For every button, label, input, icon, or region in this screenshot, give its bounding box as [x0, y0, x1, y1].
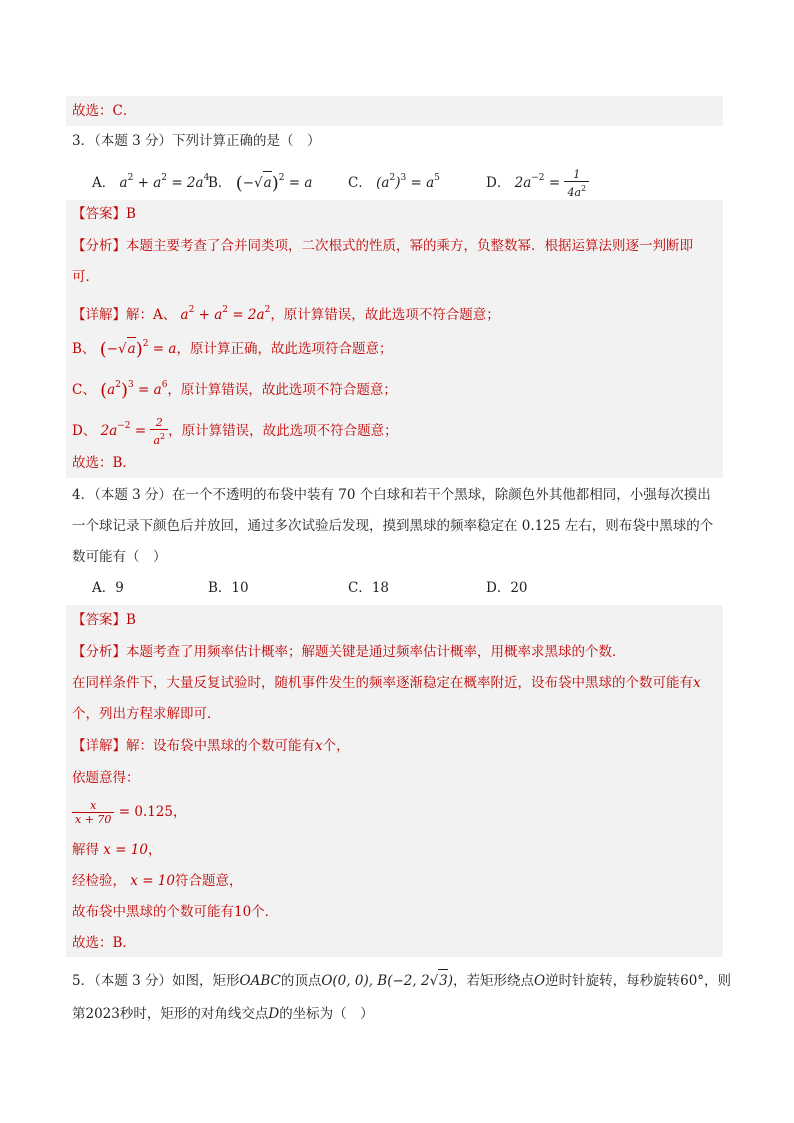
q3-detail-d [72, 415, 398, 447]
q4-check [72, 870, 242, 892]
detail-1-var: x [315, 738, 323, 754]
detail-c-prefix: C、 [72, 382, 96, 398]
q4-stem-line-1: 4．（本题 3 分）在一个不透明的布袋中装有 70 个白球和若干个黑球，除颜色外其他都相同，小强每次摸出 [72, 487, 711, 503]
q5-coords-close: ) [447, 973, 454, 989]
solution-block-q2-tail [66, 96, 723, 126]
q3-conclusion: 故选：B． [72, 455, 136, 471]
q4-option-b: B．10 [208, 580, 249, 596]
q3-analysis-cont: 可． [72, 269, 99, 285]
detail-b-expr: $(-√a)^2 = a$ [99, 339, 177, 360]
q3-option-b [208, 167, 312, 195]
q3-option-d [486, 167, 589, 199]
q4-stem-line-3: 数可能有（ ） [72, 549, 167, 565]
detail-d-expr: $2a^{-2}$ = $\frac{2}{a^2}$ [101, 423, 168, 439]
q5-stem-line-1 [72, 969, 731, 992]
option-label: A． [92, 175, 116, 191]
detail-label: 【详解】 [72, 738, 126, 754]
q5-point-o: O [534, 973, 546, 989]
q4-option-a: A．9 [92, 580, 124, 596]
q4-conclusion: 故选：B． [72, 935, 136, 951]
q5-text-4: 逆时针旋转，每秒旋转60°，则 [545, 973, 732, 989]
detail-1-text: 解：设布袋中黑球的个数可能有 [126, 738, 315, 754]
q4-option-c: C．18 [348, 580, 390, 596]
q4-answer: 【答案】B [72, 612, 136, 628]
q3-detail-c [72, 374, 397, 402]
q4-detail-1 [72, 735, 350, 757]
analysis-text: 本题主要考查了合并同类项，二次根式的性质，幂的乘方，负整数幂．根据运算法则逐一判断即 [126, 238, 693, 254]
analysis-label: 【分析】 [72, 238, 126, 254]
detail-b-suffix: ，原计算正确，故此选项符合题意； [176, 341, 393, 357]
solve-eq: x = 10 [103, 842, 148, 858]
eq-denominator: x + 70 [75, 813, 112, 826]
option-label: D． [486, 175, 511, 191]
q4-final: 故布袋中黑球的个数可能有10个． [72, 904, 279, 920]
detail-a-prefix: 解：A、 [126, 307, 177, 323]
q3-stem: 3．（本题 3 分）下列计算正确的是（ ） [72, 133, 321, 149]
detail-a-expr: $a^2 + a^2 = 2a^2$ [180, 305, 271, 323]
q5-radical: 3 [438, 969, 448, 992]
detail-1-suffix: 个， [322, 738, 350, 754]
q3-option-a [92, 167, 209, 194]
q3-option-a-expr: $a^2 + a^2 = 2a^4$ [119, 173, 210, 191]
solve-suffix: ， [147, 842, 162, 858]
q5-text-3: ，若矩形绕点 [453, 973, 535, 989]
detail-a-suffix: ，原计算错误，故此选项不符合题意； [270, 307, 500, 323]
detail-c-expr: $(a^2)^3 = a^6$ [100, 380, 168, 401]
analysis-label: 【分析】 [72, 644, 126, 660]
q5-text-2: 的顶点 [280, 973, 322, 989]
q3-detail-a [72, 299, 500, 326]
q4-detail-2: 依题意得： [72, 770, 140, 786]
solve-text: 解得 [72, 842, 99, 858]
q5-coords: O(0, 0), B(−2, 2√3) [321, 973, 453, 989]
analysis-2-var: x [693, 675, 701, 691]
detail-label: 【详解】 [72, 307, 126, 323]
eq-numerator: x [72, 799, 114, 813]
q2-conclusion: 故选：C． [72, 103, 137, 119]
option-label: C． [348, 175, 372, 191]
q5-point-d: D [268, 1006, 280, 1022]
analysis-2-text: 在同样条件下，大量反复试验时，随机事件发生的频率逐渐稳定在概率附近，设布袋中黑球的个数可能有 [72, 675, 693, 691]
q3-answer: 【答案】B [72, 206, 136, 222]
q3-option-b-expr: $(-√a)^2 = a$ [235, 173, 313, 194]
detail-d-prefix: D、 [72, 423, 97, 439]
eq-rhs: = 0.125， [118, 804, 187, 820]
check-eq: x = 10 [130, 873, 175, 889]
q5-rect-name: OABC [239, 973, 281, 989]
equation-fraction [72, 799, 114, 826]
q4-option-d: D．20 [486, 580, 528, 596]
q4-stem-line-2: 一个球记录下颜色后并放回，通过多次试验后发现，摸到黑球的频率稳定在 0.125 左右，则布袋中黑球的个 [72, 518, 714, 534]
q3-detail-b [72, 333, 392, 361]
detail-d-suffix: ，原计算错误，故此选项不符合题意； [168, 423, 398, 439]
q5-text-5: 第2023秒时，矩形的对角线交点 [72, 1006, 269, 1022]
detail-b-prefix: B、 [72, 341, 96, 357]
analysis-text: 本题考查了用频率估计概率；解题关键是通过频率估计概率，用概率求黑球的个数． [126, 644, 626, 660]
check-text: 经检验， [72, 873, 126, 889]
q5-coords-text: O(0, 0), B(−2, 2 [321, 973, 430, 989]
option-label: B． [208, 175, 232, 191]
q4-analysis-3: 个，列出方程求解即可． [72, 706, 221, 722]
q5-text-1: 5．（本题 3 分）如图，矩形 [72, 973, 240, 989]
check-suffix: 符合题意， [174, 873, 243, 889]
q3-option-c-expr: $(a^2)^3 = a^5$ [376, 173, 440, 191]
q4-analysis [72, 641, 626, 663]
q4-equation [72, 796, 186, 828]
q4-analysis-2 [72, 672, 701, 694]
q3-option-d-expr: $2a^{-2}$ = $\frac{1}{4a^2}$ [515, 175, 589, 191]
q5-text-6: 的坐标为（ ） [279, 1006, 374, 1022]
q5-stem-line-2 [72, 1003, 374, 1025]
q4-solve [72, 839, 161, 861]
q3-analysis [72, 235, 693, 257]
q3-option-c [348, 167, 440, 194]
detail-c-suffix: ，原计算错误，故此选项不符合题意； [167, 382, 397, 398]
